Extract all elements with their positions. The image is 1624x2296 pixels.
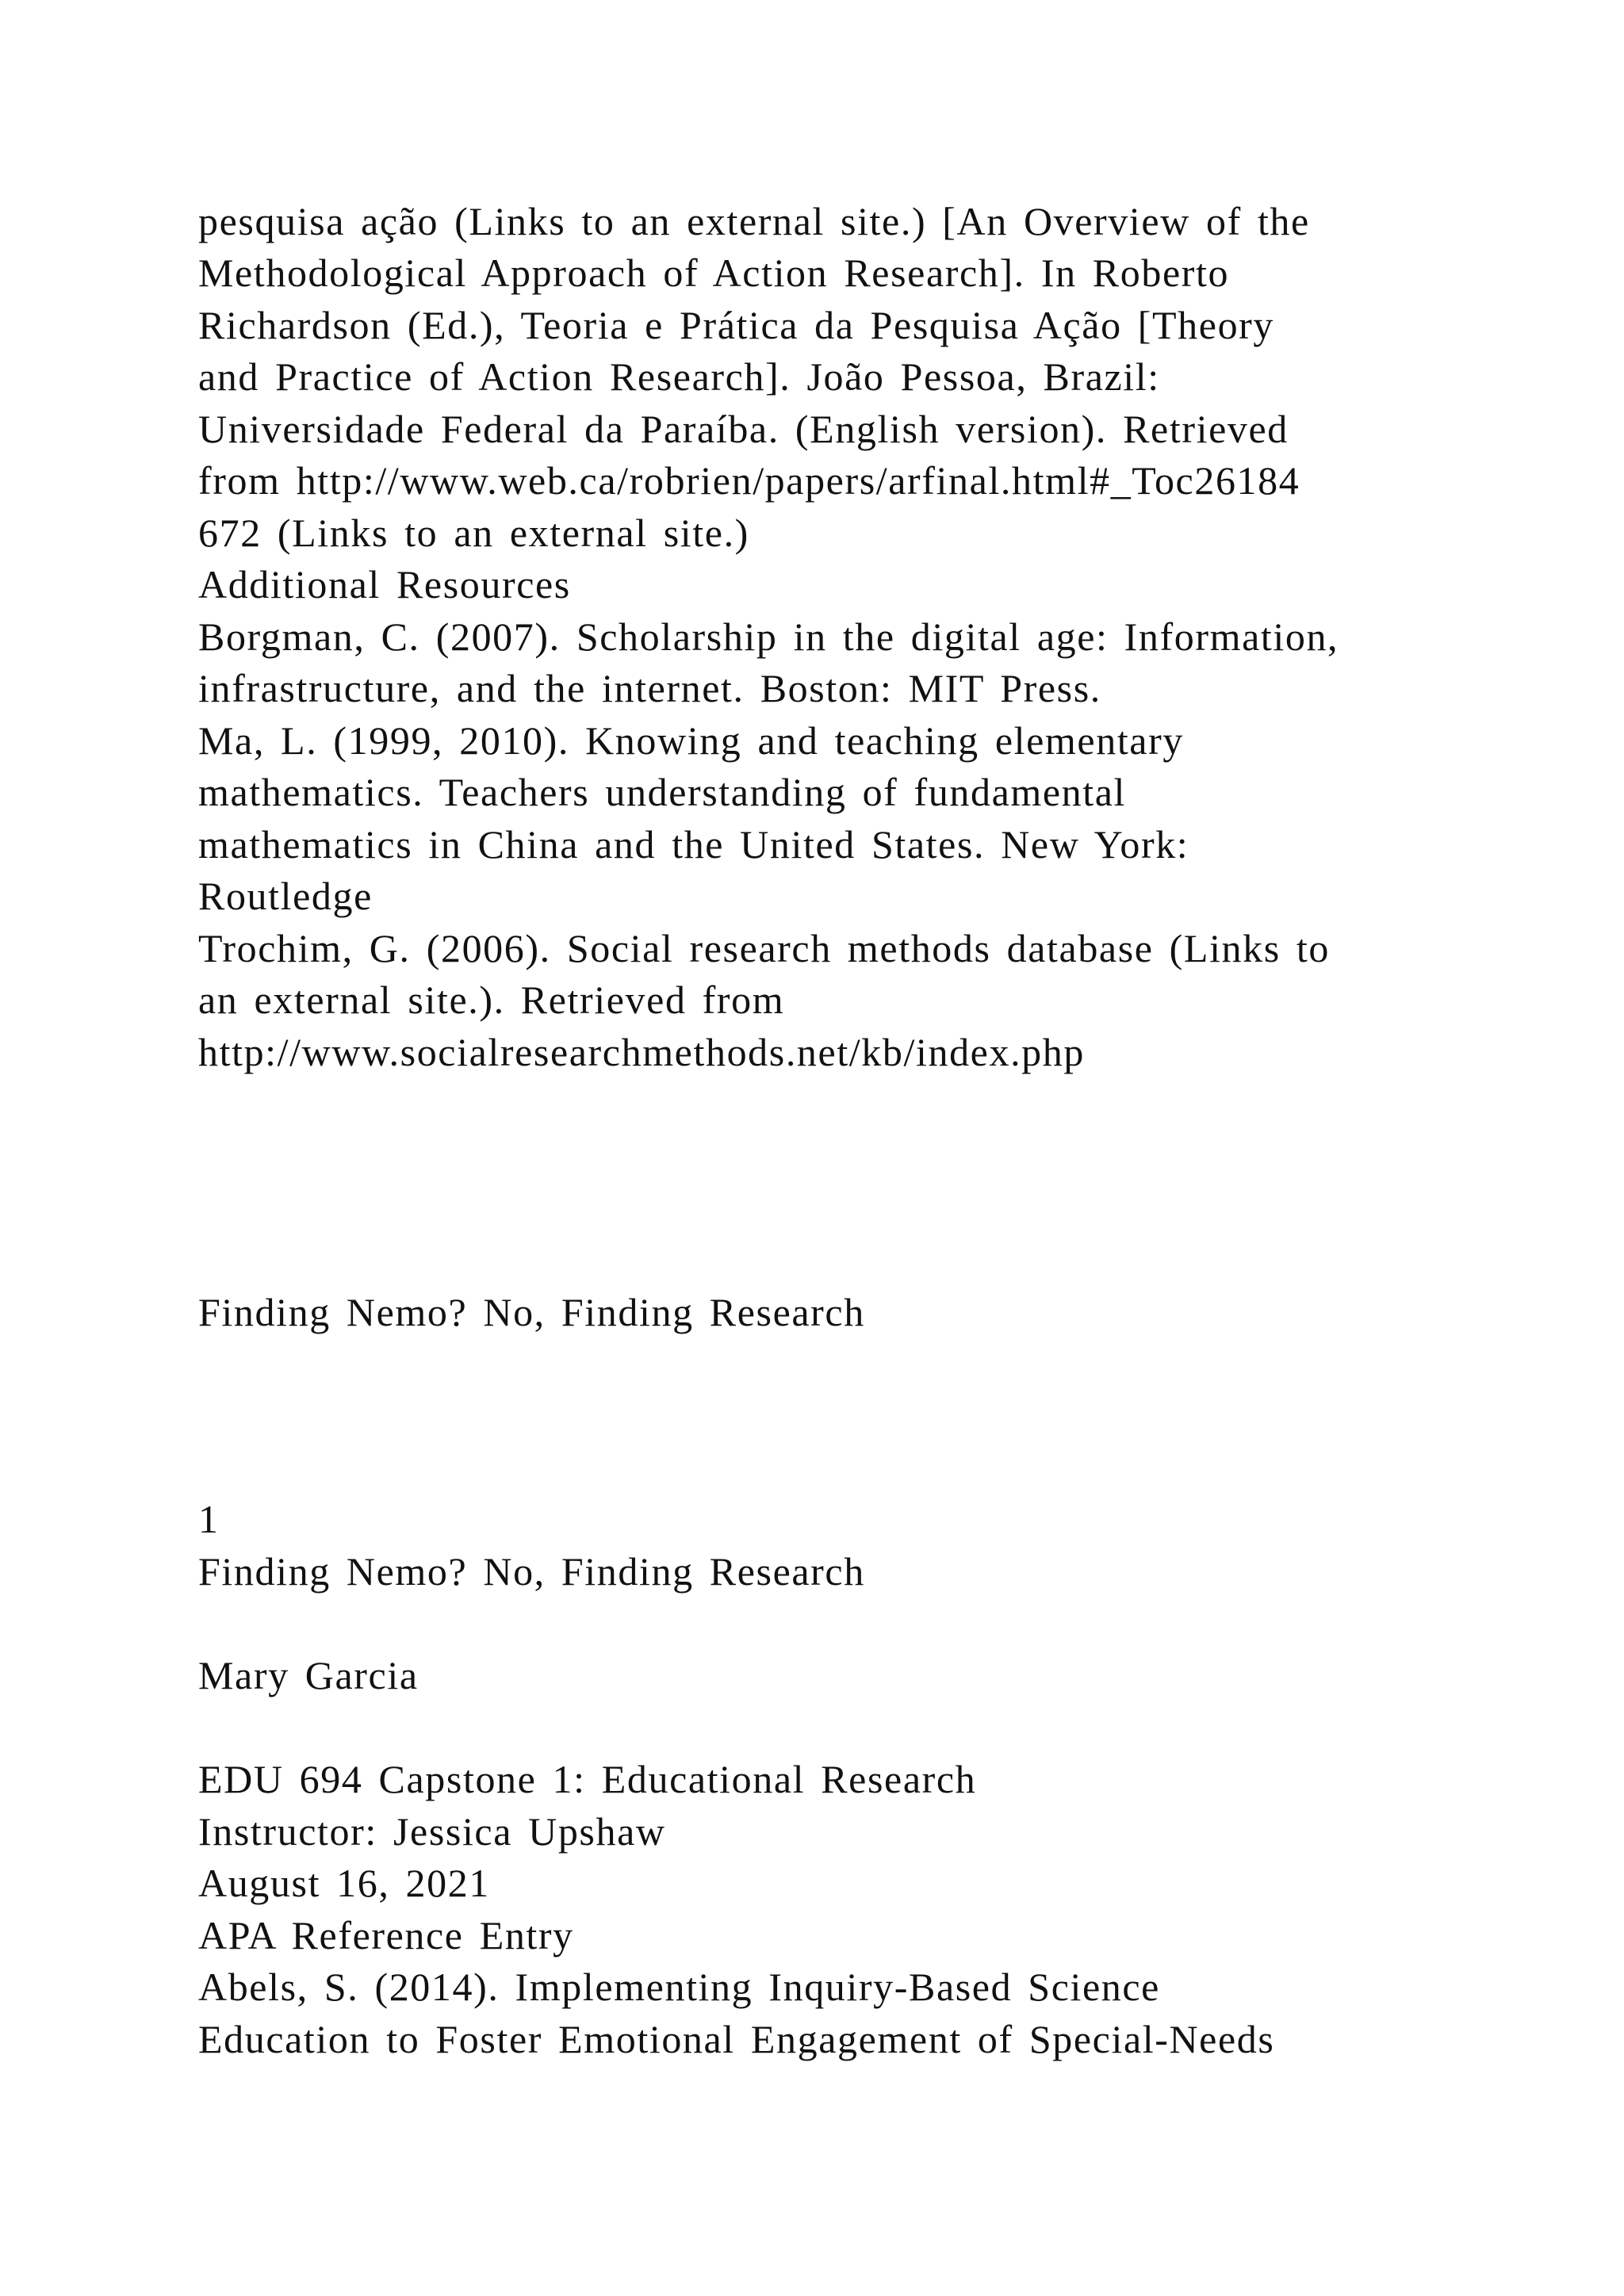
text-line: and Practice of Action Research]. João Pessoa, Brazil: — [198, 354, 1160, 399]
author-name: Mary Garcia — [198, 1653, 419, 1697]
text-line: an external site.). Retrieved from — [198, 978, 785, 1022]
text-line: infrastructure, and the internet. Boston: MIT Press. — [198, 666, 1101, 710]
date: August 16, 2021 — [198, 1861, 490, 1905]
text-line: Abels, S. (2014). Implementing Inquiry-Based Science — [198, 1965, 1160, 2009]
text-line: pesquisa ação (Links to an external site.) [An Overview of the — [198, 199, 1310, 243]
text-line: Trochim, G. (2006). Social research methods database (Links to — [198, 926, 1331, 970]
page-number: 1 — [198, 1497, 220, 1541]
paper-title: Finding Nemo? No, Finding Research — [198, 1549, 865, 1594]
text-line: mathematics. Teachers understanding of fundamental — [198, 770, 1127, 814]
text-line: from http://www.web.ca/robrien/papers/arfinal.html#_Toc26184 — [198, 458, 1300, 503]
section-heading: APA Reference Entry — [198, 1913, 574, 1957]
text-line: Education to Foster Emotional Engagement of Special-Needs — [198, 2017, 1275, 2061]
text-line: Ma, L. (1999, 2010). Knowing and teaching elementary — [198, 718, 1184, 763]
text-line: http://www.socialresearchmethods.net/kb/index.php — [198, 1030, 1085, 1074]
section-heading: Additional Resources — [198, 562, 571, 607]
instructor-name: Instructor: Jessica Upshaw — [198, 1809, 666, 1854]
course-name: EDU 694 Capstone 1: Educational Research — [198, 1757, 977, 1801]
text-line: Universidade Federal da Paraíba. (English version). Retrieved — [198, 407, 1289, 451]
text-line: Routledge — [198, 874, 373, 918]
text-line: 672 (Links to an external site.) — [198, 511, 749, 555]
text-line: mathematics in China and the United States. New York: — [198, 822, 1189, 867]
running-title: Finding Nemo? No, Finding Research — [198, 1290, 865, 1334]
text-line: Richardson (Ed.), Teoria e Prática da Pesquisa Ação [Theory — [198, 303, 1275, 347]
text-line: Borgman, C. (2007). Scholarship in the digital age: Information, — [198, 614, 1339, 659]
text-line: Methodological Approach of Action Research]. In Roberto — [198, 251, 1230, 295]
